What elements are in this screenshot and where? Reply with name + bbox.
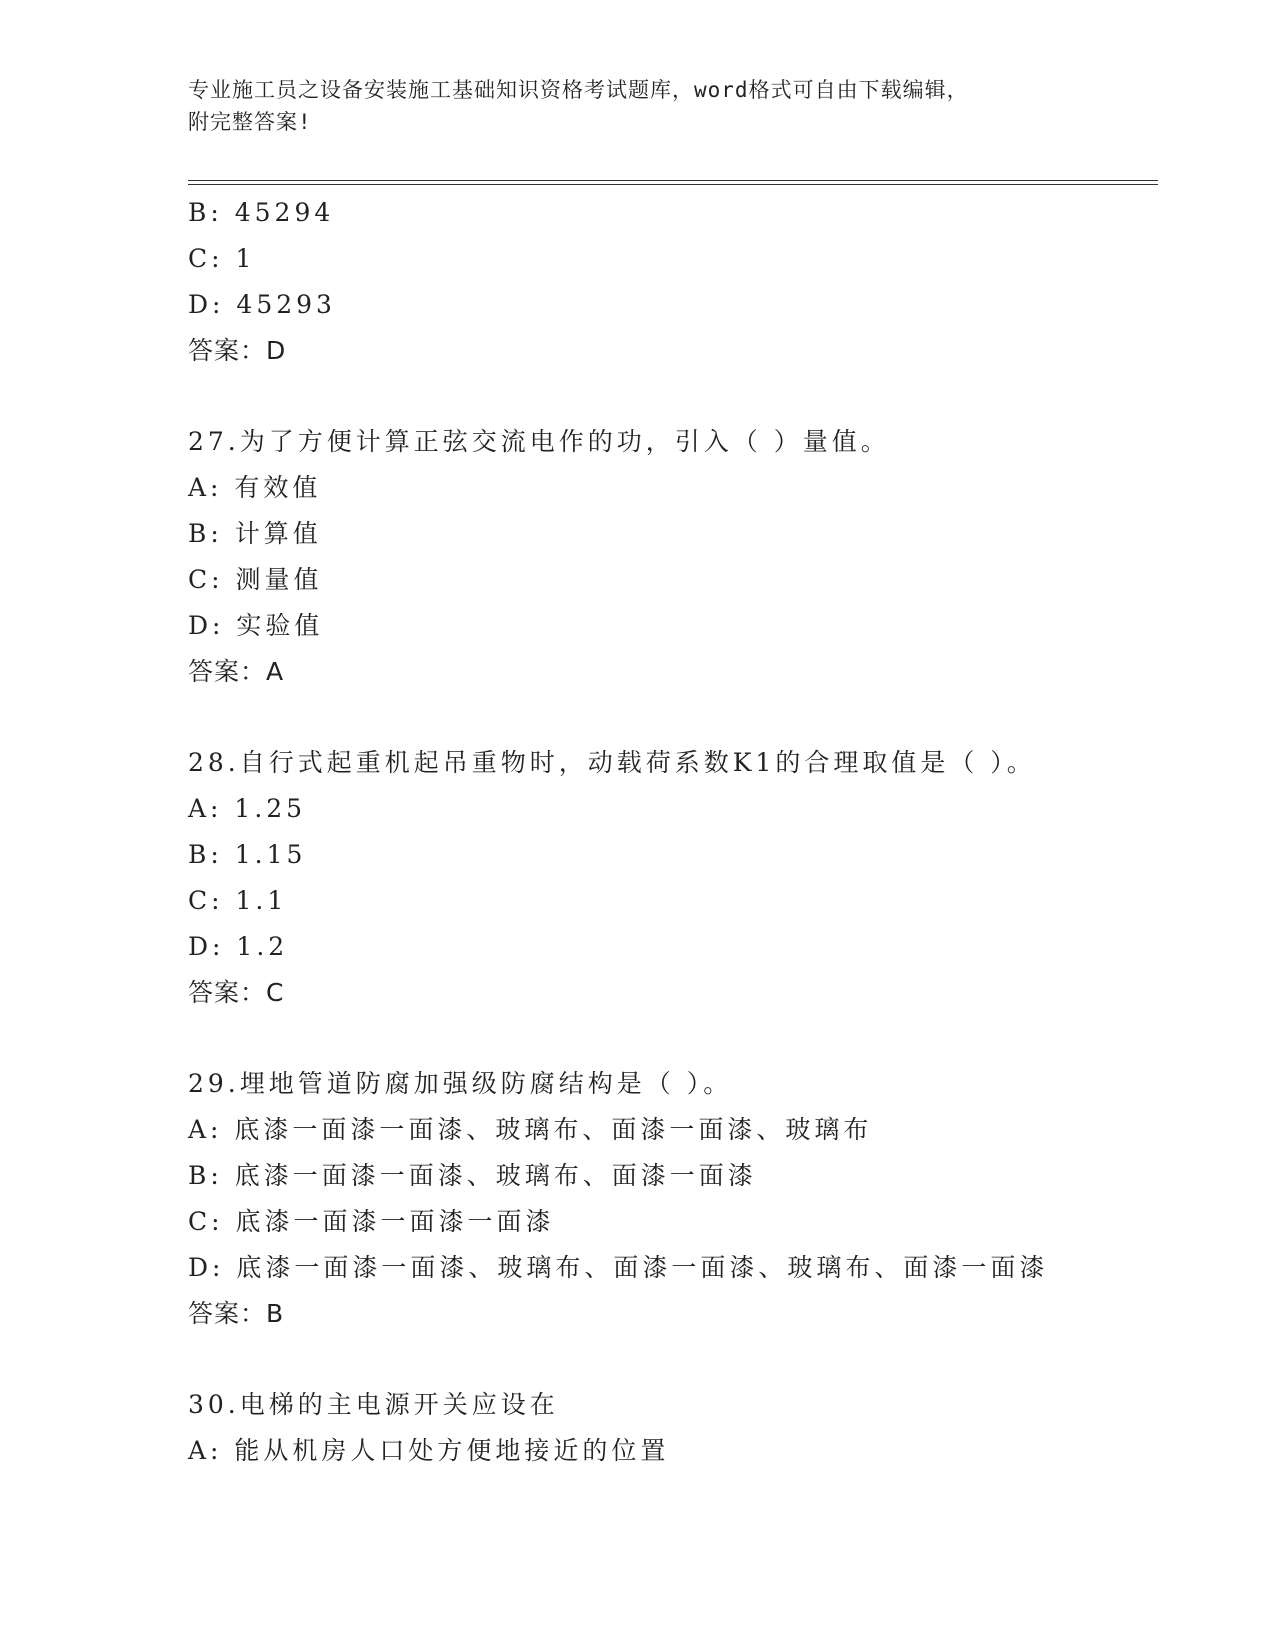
header-line-2: 附完整答案! — [188, 110, 312, 134]
header-divider-top — [188, 180, 1158, 181]
question-text: 28.自行式起重机起吊重物时，动载荷系数K1的合理取值是（ ）。 — [188, 748, 1036, 777]
option-a: A: 底漆一面漆一面漆、玻璃布、面漆一面漆、玻璃布 — [188, 1115, 873, 1144]
option-c: C: 底漆一面漆一面漆一面漆 — [188, 1207, 555, 1236]
question-text: 29.埋地管道防腐加强级防腐结构是（ ）。 — [188, 1069, 733, 1098]
option-c: C: 1.1 — [188, 886, 288, 915]
option-c: C: 1 — [188, 244, 256, 273]
question-29 — [188, 1061, 1188, 1337]
question-30 — [188, 1382, 1188, 1474]
header-line-1: 专业施工员之设备安装施工基础知识资格考试题库，word格式可自由下载编辑， — [188, 78, 969, 102]
answer-line: 答案：B — [188, 1299, 285, 1328]
question-text: 30.电梯的主电源开关应设在 — [188, 1390, 559, 1419]
option-d: D: 45293 — [188, 290, 336, 319]
question-list — [188, 190, 1188, 1474]
answer-line: 答案：A — [188, 657, 285, 686]
option-b: B: 计算值 — [188, 519, 322, 548]
option-d: D: 1.2 — [188, 932, 289, 961]
option-a: A: 能从机房人口处方便地接近的位置 — [188, 1436, 670, 1465]
option-b: B: 1.15 — [188, 840, 307, 869]
question-26 — [188, 190, 1188, 374]
option-d: D: 底漆一面漆一面漆、玻璃布、面漆一面漆、玻璃布、面漆一面漆 — [188, 1253, 1049, 1282]
document-header — [188, 74, 1088, 138]
option-b: B: 45294 — [188, 198, 335, 227]
option-d: D: 实验值 — [188, 611, 324, 640]
option-b: B: 底漆一面漆一面漆、玻璃布、面漆一面漆 — [188, 1161, 757, 1190]
question-28 — [188, 740, 1188, 1016]
question-27 — [188, 419, 1188, 695]
answer-line: 答案：C — [188, 978, 285, 1007]
option-a: A: 有效值 — [188, 473, 322, 502]
answer-line: 答案：D — [188, 336, 287, 365]
header-divider-bottom — [188, 184, 1158, 185]
option-a: A: 1.25 — [188, 794, 307, 823]
option-c: C: 测量值 — [188, 565, 323, 594]
question-text: 27.为了方便计算正弦交流电作的功，引入（ ）量值。 — [188, 427, 890, 456]
